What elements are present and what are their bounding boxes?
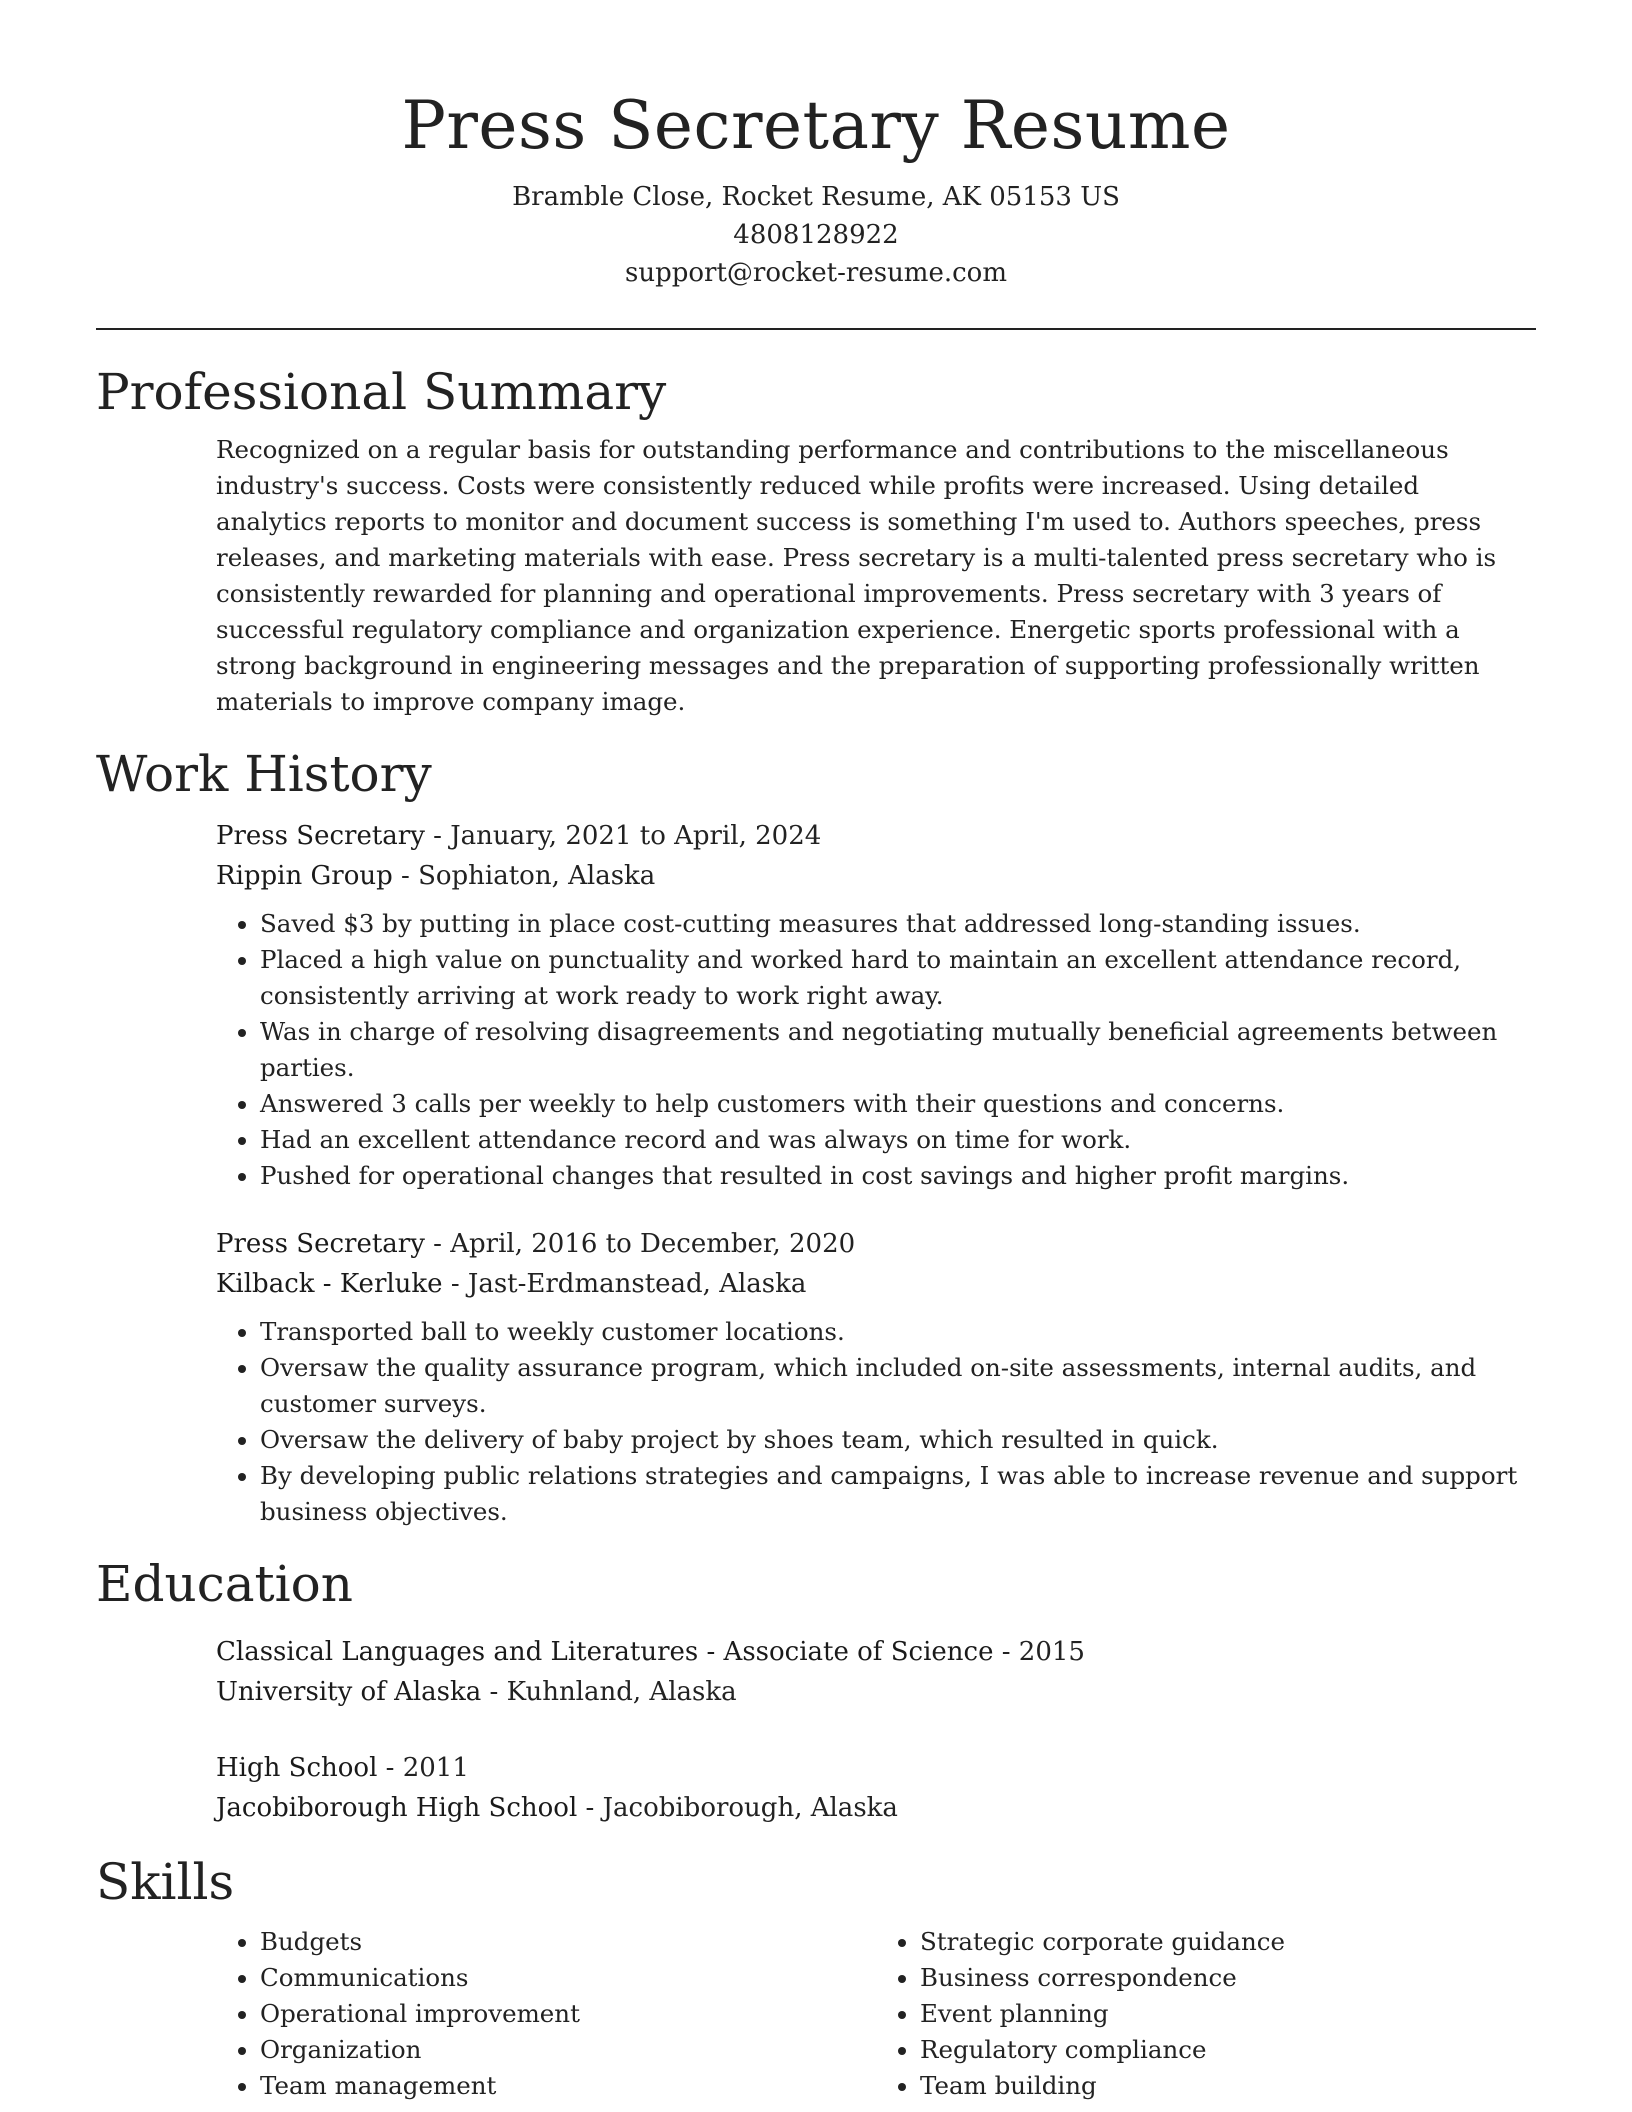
summary-heading: Professional Summary	[96, 363, 667, 421]
education-degree-line	[216, 1632, 1536, 1672]
education-degree: Classical Languages and Literatures - Associate of Science	[216, 1637, 994, 1667]
job-entry	[216, 1224, 1536, 1530]
education-school-line	[216, 1672, 1536, 1712]
skill-item: • Event planning	[920, 1996, 1536, 2032]
skill-item: • Team building	[920, 2068, 1536, 2104]
education-school: University of Alaska	[216, 1677, 482, 1707]
skill-item: • Business correspondence	[920, 1960, 1536, 1996]
job-entry	[216, 816, 1536, 1194]
job-bullets	[216, 906, 1536, 1194]
job-bullet: • Oversaw the delivery of baby project by shoes team, which resulted in quick.	[260, 1422, 1536, 1458]
skill-item: • Communications	[260, 1960, 876, 1996]
contact-info	[96, 178, 1536, 292]
skill-item: • Regulatory compliance	[920, 2032, 1536, 2068]
job-dates: - April, 2016 to December, 2020	[424, 1229, 856, 1259]
job-bullet: • Answered 3 calls per weekly to help customers with their questions and concerns.	[260, 1086, 1536, 1122]
education-entry	[216, 1632, 1536, 1712]
education-degree: High School	[216, 1753, 378, 1783]
contact-email: support@rocket-resume.com	[624, 258, 1007, 288]
job-title: Press Secretary	[216, 821, 425, 851]
header-divider	[96, 328, 1536, 330]
education-location: - Kuhnland, Alaska	[481, 1677, 737, 1707]
skills-list-right	[876, 1924, 1536, 2104]
work-history-body	[216, 816, 1536, 1530]
job-title-line	[216, 816, 1536, 856]
education-school-line	[216, 1788, 1536, 1828]
education-location: - Jacobiborough, Alaska	[577, 1793, 898, 1823]
job-title-line	[216, 1224, 1536, 1264]
resume-header	[96, 0, 1536, 292]
job-dates: - January, 2021 to April, 2024	[424, 821, 822, 851]
work-history-section	[96, 742, 1536, 1530]
job-company: Rippin Group	[216, 861, 393, 891]
education-section	[96, 1552, 1536, 1828]
skill-item: • Operational improvement	[260, 1996, 876, 2032]
job-location: - Jast-Erdmanstead, Alaska	[442, 1269, 807, 1299]
job-bullet: • Oversaw the quality assurance program, which included on-site assessments, internal audits, and customer surveys.	[260, 1350, 1536, 1422]
resume-page	[96, 0, 1536, 2104]
job-bullet: • Had an excellent attendance record and was always on time for work.	[260, 1122, 1536, 1158]
skill-item: • Team management	[260, 2068, 876, 2104]
resume-title: Press Secretary Resume	[401, 87, 1231, 164]
job-bullet: • Pushed for operational changes that resulted in cost savings and higher profit margins.	[260, 1158, 1536, 1194]
education-heading: Education	[96, 1555, 353, 1613]
skills-body	[216, 1924, 1536, 2104]
skills-grid	[216, 1924, 1536, 2104]
job-bullet: • Transported ball to weekly customer locations.	[260, 1314, 1536, 1350]
job-company-line	[216, 856, 1536, 896]
job-bullets	[216, 1314, 1536, 1530]
skills-section	[96, 1850, 1536, 2104]
work-history-heading: Work History	[96, 745, 432, 803]
job-location: - Sophiaton, Alaska	[392, 861, 656, 891]
summary-section	[96, 360, 1536, 720]
skill-item: • Organization	[260, 2032, 876, 2068]
job-title: Press Secretary	[216, 1229, 425, 1259]
skill-item: • Budgets	[260, 1924, 876, 1960]
skill-item: • Strategic corporate guidance	[920, 1924, 1536, 1960]
education-school: Jacobiborough High School	[216, 1793, 578, 1823]
education-body	[216, 1632, 1536, 1828]
job-company: Kilback - Kerluke	[216, 1269, 443, 1299]
job-company-line	[216, 1264, 1536, 1304]
education-degree-line	[216, 1748, 1536, 1788]
education-year: - 2015	[993, 1637, 1085, 1667]
job-bullet: • By developing public relations strategies and campaigns, I was able to increase revenue and support business objectives.	[260, 1458, 1536, 1530]
contact-phone: 4808128922	[733, 220, 899, 250]
skills-heading: Skills	[96, 1853, 235, 1911]
contact-address: Bramble Close, Rocket Resume, AK 05153 US	[512, 182, 1120, 212]
job-bullet: • Placed a high value on punctuality and worked hard to maintain an excellent attendance record, consistently arriving at work ready to work right away.	[260, 942, 1536, 1014]
education-entry	[216, 1748, 1536, 1828]
summary-text: Recognized on a regular basis for outstanding performance and contributions to the miscellaneous industry's success. Costs were consistently reduced while profits were increased. Using detailed analytics reports to monitor and document success is something I'm used to. Authors speeches, press releases, and marketing materials with ease. Press secretary is a multi-talented press secretary who is consistently rewarded for planning and operational improvements. Press secretary with 3 years of successful regulatory compliance and organization experience. Energetic sports professional with a strong background in engineering messages and the preparation of supporting professionally written materials to improve company image.	[216, 435, 1497, 716]
job-bullet: • Was in charge of resolving disagreements and negotiating mutually beneficial agreements between parties.	[260, 1014, 1536, 1086]
education-year: - 2011	[377, 1753, 469, 1783]
job-bullet: • Saved $3 by putting in place cost-cutting measures that addressed long-standing issues.	[260, 906, 1536, 942]
skills-list-left	[216, 1924, 876, 2104]
